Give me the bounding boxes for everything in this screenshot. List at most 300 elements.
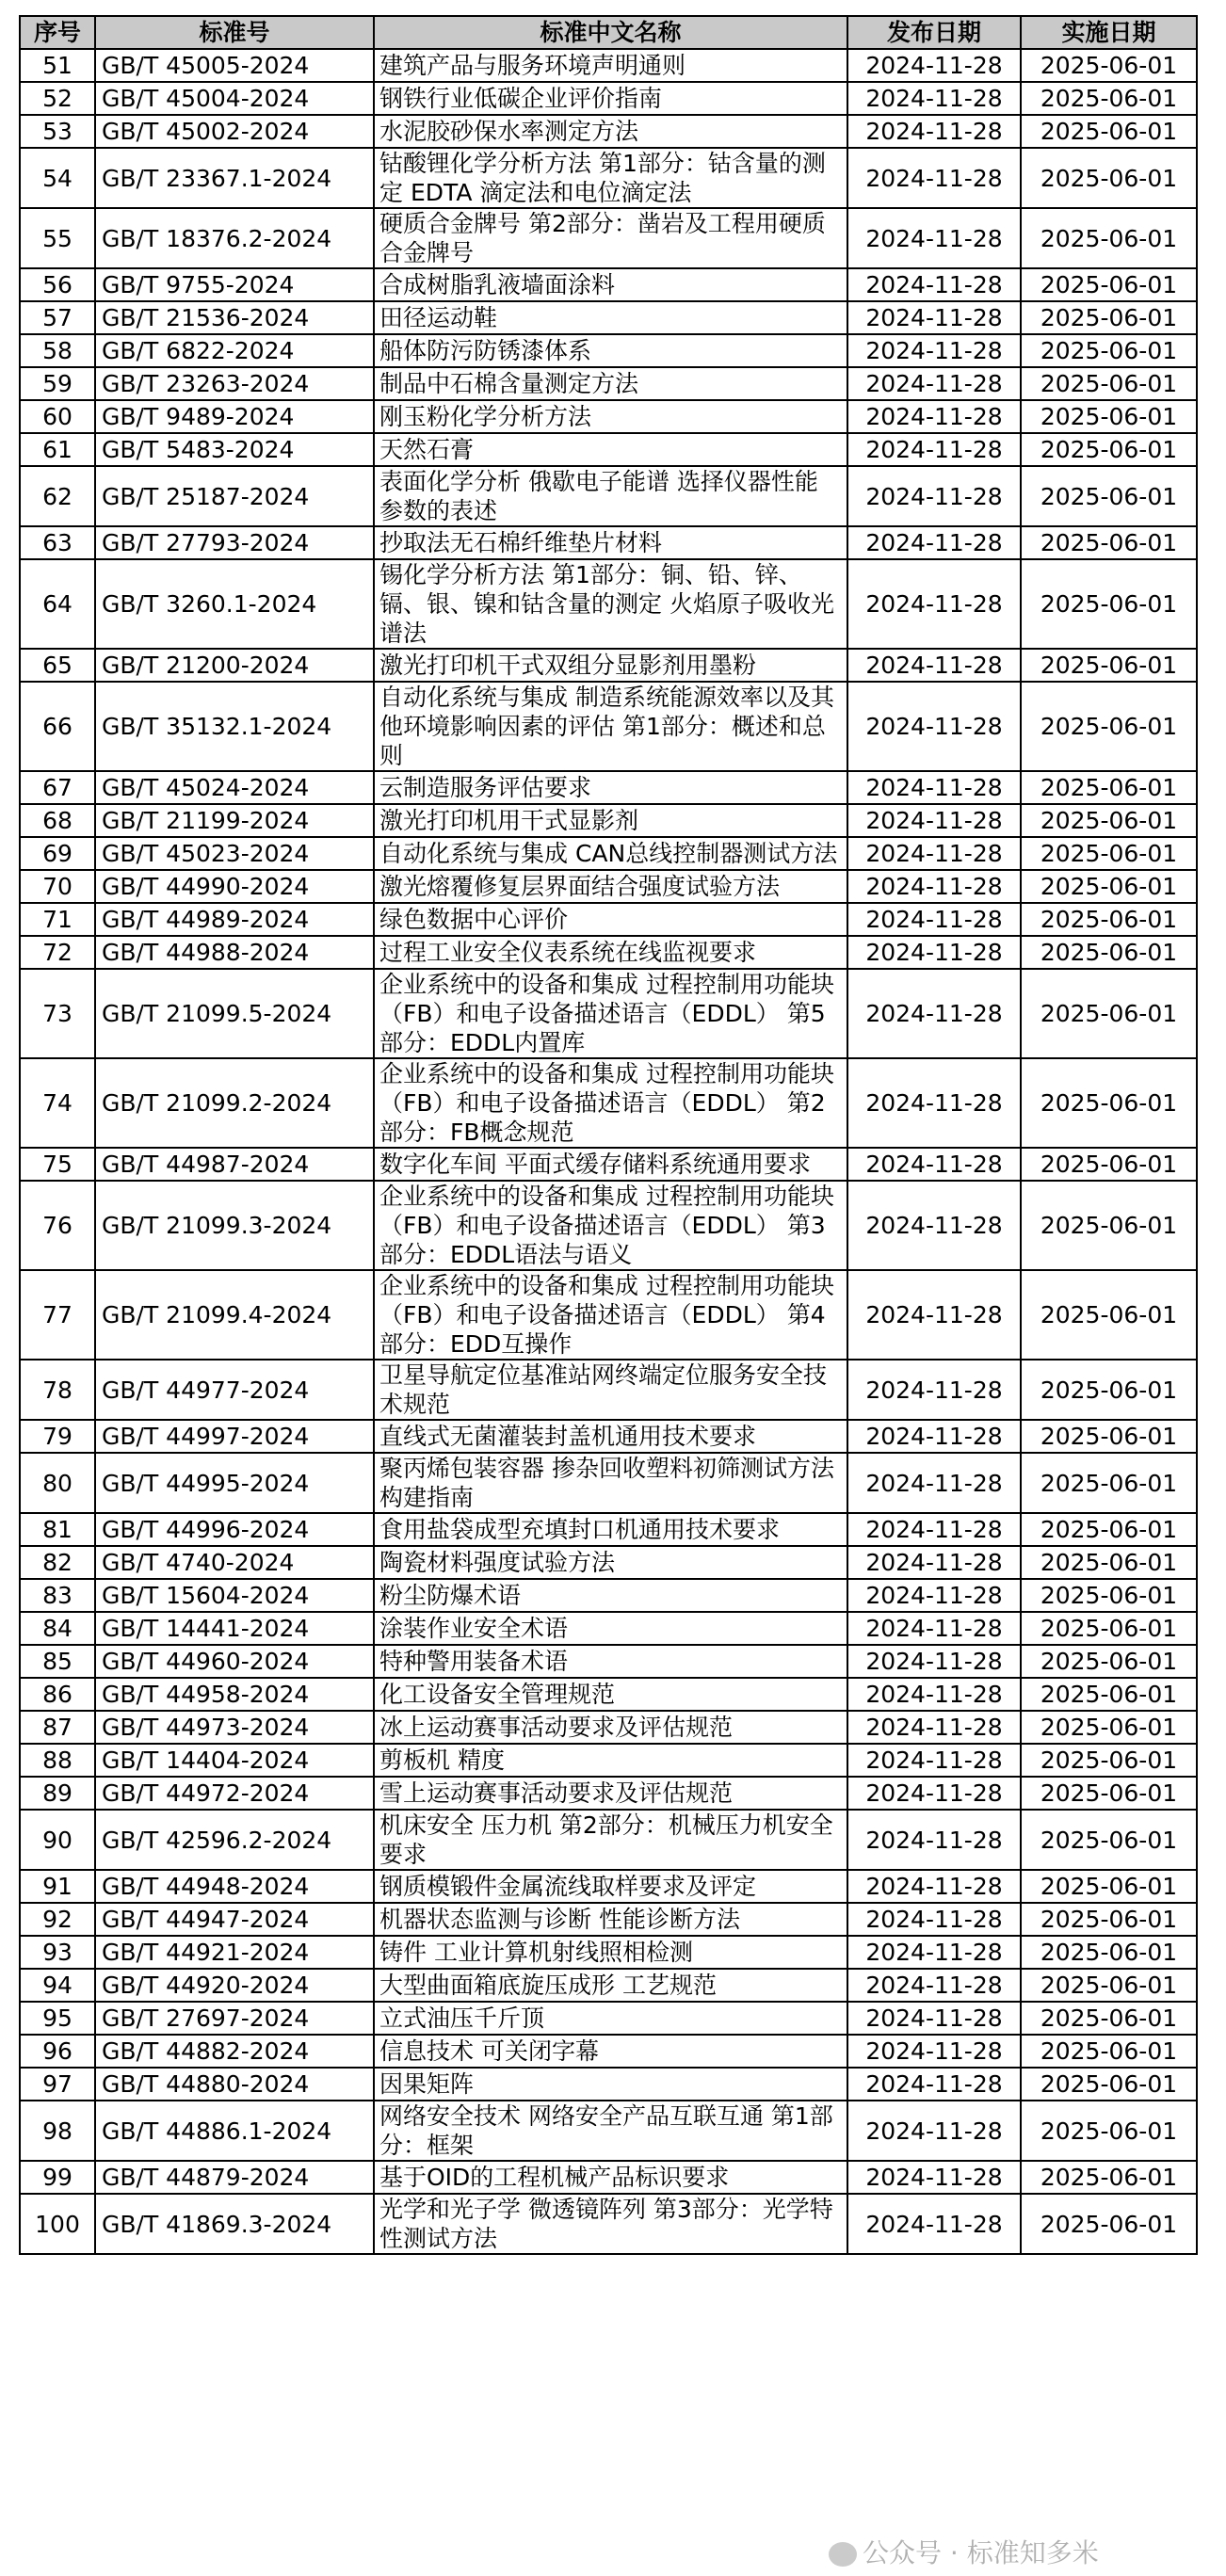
table-row bbox=[20, 1870, 1197, 1903]
publish-date-cell: 2024-11-28 bbox=[847, 2068, 1021, 2101]
serial-number-cell: 96 bbox=[20, 2035, 95, 2068]
publish-date-cell: 2024-11-28 bbox=[847, 1936, 1021, 1969]
serial-number-cell: 100 bbox=[20, 2194, 95, 2254]
standard-code-cell: GB/T 44920-2024 bbox=[95, 1969, 374, 2002]
standard-name-cell: 锡化学分析方法 第1部分：铜、铅、锌、镉、银、镍和钴含量的测定 火焰原子吸收光谱法 bbox=[374, 559, 847, 649]
table-body bbox=[20, 49, 1197, 2254]
serial-number-cell: 63 bbox=[20, 526, 95, 559]
standard-name-cell: 剪板机 精度 bbox=[374, 1744, 847, 1777]
serial-number-cell: 54 bbox=[20, 148, 95, 208]
standard-code-cell: GB/T 44921-2024 bbox=[95, 1936, 374, 1969]
table-row bbox=[20, 2068, 1197, 2101]
serial-number-cell: 51 bbox=[20, 49, 95, 82]
implement-date-cell: 2025-06-01 bbox=[1021, 466, 1197, 526]
standard-name-cell: 化工设备安全管理规范 bbox=[374, 1678, 847, 1711]
standard-code-cell: GB/T 45024-2024 bbox=[95, 771, 374, 804]
table-row bbox=[20, 771, 1197, 804]
publish-date-cell: 2024-11-28 bbox=[847, 1148, 1021, 1181]
header-standard-code: 标准号 bbox=[95, 16, 374, 49]
standard-code-cell: GB/T 5483-2024 bbox=[95, 433, 374, 466]
implement-date-cell: 2025-06-01 bbox=[1021, 148, 1197, 208]
table-row bbox=[20, 1360, 1197, 1420]
table-row bbox=[20, 1453, 1197, 1513]
publish-date-cell: 2024-11-28 bbox=[847, 837, 1021, 870]
standard-code-cell: GB/T 44948-2024 bbox=[95, 1870, 374, 1903]
publish-date-cell: 2024-11-28 bbox=[847, 870, 1021, 903]
serial-number-cell: 77 bbox=[20, 1270, 95, 1360]
implement-date-cell: 2025-06-01 bbox=[1021, 367, 1197, 400]
publish-date-cell: 2024-11-28 bbox=[847, 1546, 1021, 1579]
publish-date-cell: 2024-11-28 bbox=[847, 433, 1021, 466]
standard-name-cell: 抄取法无石棉纤维垫片材料 bbox=[374, 526, 847, 559]
standard-code-cell: GB/T 45002-2024 bbox=[95, 115, 374, 148]
standard-name-cell: 基于OID的工程机械产品标识要求 bbox=[374, 2161, 847, 2194]
publish-date-cell: 2024-11-28 bbox=[847, 526, 1021, 559]
publish-date-cell: 2024-11-28 bbox=[847, 1903, 1021, 1936]
standard-name-cell: 自动化系统与集成 CAN总线控制器测试方法 bbox=[374, 837, 847, 870]
standard-code-cell: GB/T 15604-2024 bbox=[95, 1579, 374, 1612]
table-row bbox=[20, 433, 1197, 466]
implement-date-cell: 2025-06-01 bbox=[1021, 903, 1197, 936]
table-row bbox=[20, 1270, 1197, 1360]
publish-date-cell: 2024-11-28 bbox=[847, 1513, 1021, 1546]
table-row bbox=[20, 936, 1197, 969]
standard-name-cell: 信息技术 可关闭字幕 bbox=[374, 2035, 847, 2068]
publish-date-cell: 2024-11-28 bbox=[847, 148, 1021, 208]
standard-name-cell: 硬质合金牌号 第2部分：凿岩及工程用硬质合金牌号 bbox=[374, 208, 847, 268]
serial-number-cell: 94 bbox=[20, 1969, 95, 2002]
standard-code-cell: GB/T 44995-2024 bbox=[95, 1453, 374, 1513]
publish-date-cell: 2024-11-28 bbox=[847, 1744, 1021, 1777]
standard-code-cell: GB/T 35132.1-2024 bbox=[95, 682, 374, 771]
publish-date-cell: 2024-11-28 bbox=[847, 649, 1021, 682]
table-row bbox=[20, 559, 1197, 649]
standard-name-cell: 机床安全 压力机 第2部分：机械压力机安全要求 bbox=[374, 1810, 847, 1870]
table-row bbox=[20, 1181, 1197, 1270]
implement-date-cell: 2025-06-01 bbox=[1021, 1810, 1197, 1870]
serial-number-cell: 55 bbox=[20, 208, 95, 268]
standard-code-cell: GB/T 45004-2024 bbox=[95, 82, 374, 115]
serial-number-cell: 72 bbox=[20, 936, 95, 969]
standards-table-container bbox=[19, 15, 1196, 2255]
publish-date-cell: 2024-11-28 bbox=[847, 301, 1021, 334]
standard-name-cell: 云制造服务评估要求 bbox=[374, 771, 847, 804]
implement-date-cell: 2025-06-01 bbox=[1021, 1148, 1197, 1181]
standard-name-cell: 企业系统中的设备和集成 过程控制用功能块（FB）和电子设备描述语言（EDDL） 第3部分：EDDL语法与语义 bbox=[374, 1181, 847, 1270]
table-row bbox=[20, 1058, 1197, 1148]
standard-name-cell: 卫星导航定位基准站网终端定位服务安全技术规范 bbox=[374, 1360, 847, 1420]
implement-date-cell: 2025-06-01 bbox=[1021, 49, 1197, 82]
serial-number-cell: 59 bbox=[20, 367, 95, 400]
table-row bbox=[20, 2101, 1197, 2161]
header-publish-date: 发布日期 bbox=[847, 16, 1021, 49]
publish-date-cell: 2024-11-28 bbox=[847, 2002, 1021, 2035]
table-row bbox=[20, 400, 1197, 433]
implement-date-cell: 2025-06-01 bbox=[1021, 1058, 1197, 1148]
table-row bbox=[20, 301, 1197, 334]
implement-date-cell: 2025-06-01 bbox=[1021, 400, 1197, 433]
serial-number-cell: 78 bbox=[20, 1360, 95, 1420]
standard-code-cell: GB/T 44882-2024 bbox=[95, 2035, 374, 2068]
publish-date-cell: 2024-11-28 bbox=[847, 2161, 1021, 2194]
serial-number-cell: 93 bbox=[20, 1936, 95, 1969]
implement-date-cell: 2025-06-01 bbox=[1021, 82, 1197, 115]
standard-code-cell: GB/T 44988-2024 bbox=[95, 936, 374, 969]
implement-date-cell: 2025-06-01 bbox=[1021, 2194, 1197, 2254]
standard-name-cell: 激光熔覆修复层界面结合强度试验方法 bbox=[374, 870, 847, 903]
table-row bbox=[20, 1936, 1197, 1969]
standard-name-cell: 直线式无菌灌装封盖机通用技术要求 bbox=[374, 1420, 847, 1453]
table-row bbox=[20, 2161, 1197, 2194]
standard-name-cell: 激光打印机干式双组分显影剂用墨粉 bbox=[374, 649, 847, 682]
table-row bbox=[20, 1744, 1197, 1777]
standard-code-cell: GB/T 6822-2024 bbox=[95, 334, 374, 367]
implement-date-cell: 2025-06-01 bbox=[1021, 433, 1197, 466]
serial-number-cell: 62 bbox=[20, 466, 95, 526]
serial-number-cell: 85 bbox=[20, 1645, 95, 1678]
standard-name-cell: 粉尘防爆术语 bbox=[374, 1579, 847, 1612]
standard-name-cell: 表面化学分析 俄歇电子能谱 选择仪器性能参数的表述 bbox=[374, 466, 847, 526]
publish-date-cell: 2024-11-28 bbox=[847, 367, 1021, 400]
implement-date-cell: 2025-06-01 bbox=[1021, 1777, 1197, 1810]
standard-code-cell: GB/T 21099.2-2024 bbox=[95, 1058, 374, 1148]
serial-number-cell: 98 bbox=[20, 2101, 95, 2161]
serial-number-cell: 52 bbox=[20, 82, 95, 115]
standard-code-cell: GB/T 14404-2024 bbox=[95, 1744, 374, 1777]
standard-name-cell: 网络安全技术 网络安全产品互联互通 第1部分：框架 bbox=[374, 2101, 847, 2161]
implement-date-cell: 2025-06-01 bbox=[1021, 2101, 1197, 2161]
standard-code-cell: GB/T 21199-2024 bbox=[95, 804, 374, 837]
publish-date-cell: 2024-11-28 bbox=[847, 1612, 1021, 1645]
serial-number-cell: 81 bbox=[20, 1513, 95, 1546]
table-row bbox=[20, 1645, 1197, 1678]
standard-code-cell: GB/T 44947-2024 bbox=[95, 1903, 374, 1936]
serial-number-cell: 76 bbox=[20, 1181, 95, 1270]
watermark-text: 公众号 · 标准知多米 bbox=[863, 2537, 1099, 2568]
publish-date-cell: 2024-11-28 bbox=[847, 771, 1021, 804]
table-row bbox=[20, 466, 1197, 526]
standard-code-cell: GB/T 45023-2024 bbox=[95, 837, 374, 870]
standard-name-cell: 光学和光子学 微透镜阵列 第3部分：光学特性测试方法 bbox=[374, 2194, 847, 2254]
standard-name-cell: 激光打印机用干式显影剂 bbox=[374, 804, 847, 837]
standard-code-cell: GB/T 45005-2024 bbox=[95, 49, 374, 82]
standard-name-cell: 数字化车间 平面式缓存储料系统通用要求 bbox=[374, 1148, 847, 1181]
implement-date-cell: 2025-06-01 bbox=[1021, 2002, 1197, 2035]
publish-date-cell: 2024-11-28 bbox=[847, 1420, 1021, 1453]
publish-date-cell: 2024-11-28 bbox=[847, 2194, 1021, 2254]
table-row bbox=[20, 870, 1197, 903]
implement-date-cell: 2025-06-01 bbox=[1021, 649, 1197, 682]
serial-number-cell: 88 bbox=[20, 1744, 95, 1777]
table-row bbox=[20, 2002, 1197, 2035]
table-row bbox=[20, 148, 1197, 208]
publish-date-cell: 2024-11-28 bbox=[847, 2101, 1021, 2161]
standard-name-cell: 立式油压千斤顶 bbox=[374, 2002, 847, 2035]
serial-number-cell: 80 bbox=[20, 1453, 95, 1513]
publish-date-cell: 2024-11-28 bbox=[847, 334, 1021, 367]
implement-date-cell: 2025-06-01 bbox=[1021, 2035, 1197, 2068]
standard-name-cell: 钴酸锂化学分析方法 第1部分：钴含量的测定 EDTA 滴定法和电位滴定法 bbox=[374, 148, 847, 208]
standard-code-cell: GB/T 42596.2-2024 bbox=[95, 1810, 374, 1870]
serial-number-cell: 95 bbox=[20, 2002, 95, 2035]
standard-code-cell: GB/T 21200-2024 bbox=[95, 649, 374, 682]
implement-date-cell: 2025-06-01 bbox=[1021, 1546, 1197, 1579]
publish-date-cell: 2024-11-28 bbox=[847, 2035, 1021, 2068]
implement-date-cell: 2025-06-01 bbox=[1021, 559, 1197, 649]
standard-name-cell: 建筑产品与服务环境声明通则 bbox=[374, 49, 847, 82]
wechat-icon bbox=[829, 2542, 857, 2567]
standards-table bbox=[19, 15, 1198, 2255]
implement-date-cell: 2025-06-01 bbox=[1021, 334, 1197, 367]
standard-name-cell: 聚丙烯包装容器 掺杂回收塑料初筛测试方法构建指南 bbox=[374, 1453, 847, 1513]
standard-code-cell: GB/T 9489-2024 bbox=[95, 400, 374, 433]
standard-code-cell: GB/T 4740-2024 bbox=[95, 1546, 374, 1579]
standard-code-cell: GB/T 25187-2024 bbox=[95, 466, 374, 526]
serial-number-cell: 71 bbox=[20, 903, 95, 936]
implement-date-cell: 2025-06-01 bbox=[1021, 837, 1197, 870]
implement-date-cell: 2025-06-01 bbox=[1021, 115, 1197, 148]
serial-number-cell: 66 bbox=[20, 682, 95, 771]
implement-date-cell: 2025-06-01 bbox=[1021, 1579, 1197, 1612]
publish-date-cell: 2024-11-28 bbox=[847, 804, 1021, 837]
standard-code-cell: GB/T 27697-2024 bbox=[95, 2002, 374, 2035]
implement-date-cell: 2025-06-01 bbox=[1021, 1969, 1197, 2002]
table-row bbox=[20, 649, 1197, 682]
standard-name-cell: 食用盐袋成型充填封口机通用技术要求 bbox=[374, 1513, 847, 1546]
table-row bbox=[20, 1810, 1197, 1870]
implement-date-cell: 2025-06-01 bbox=[1021, 1903, 1197, 1936]
implement-date-cell: 2025-06-01 bbox=[1021, 1360, 1197, 1420]
publish-date-cell: 2024-11-28 bbox=[847, 268, 1021, 301]
standard-name-cell: 过程工业安全仪表系统在线监视要求 bbox=[374, 936, 847, 969]
standard-code-cell: GB/T 9755-2024 bbox=[95, 268, 374, 301]
implement-date-cell: 2025-06-01 bbox=[1021, 804, 1197, 837]
publish-date-cell: 2024-11-28 bbox=[847, 1711, 1021, 1744]
serial-number-cell: 87 bbox=[20, 1711, 95, 1744]
table-row bbox=[20, 367, 1197, 400]
publish-date-cell: 2024-11-28 bbox=[847, 1058, 1021, 1148]
table-row bbox=[20, 49, 1197, 82]
standard-code-cell: GB/T 14441-2024 bbox=[95, 1612, 374, 1645]
table-row bbox=[20, 2035, 1197, 2068]
implement-date-cell: 2025-06-01 bbox=[1021, 1612, 1197, 1645]
table-row bbox=[20, 1148, 1197, 1181]
serial-number-cell: 61 bbox=[20, 433, 95, 466]
standard-name-cell: 特种警用装备术语 bbox=[374, 1645, 847, 1678]
standard-code-cell: GB/T 44880-2024 bbox=[95, 2068, 374, 2101]
publish-date-cell: 2024-11-28 bbox=[847, 903, 1021, 936]
serial-number-cell: 79 bbox=[20, 1420, 95, 1453]
standard-code-cell: GB/T 21099.5-2024 bbox=[95, 969, 374, 1058]
standard-code-cell: GB/T 41869.3-2024 bbox=[95, 2194, 374, 2254]
implement-date-cell: 2025-06-01 bbox=[1021, 2161, 1197, 2194]
serial-number-cell: 64 bbox=[20, 559, 95, 649]
publish-date-cell: 2024-11-28 bbox=[847, 1270, 1021, 1360]
table-row bbox=[20, 1777, 1197, 1810]
table-row bbox=[20, 526, 1197, 559]
implement-date-cell: 2025-06-01 bbox=[1021, 1270, 1197, 1360]
serial-number-cell: 73 bbox=[20, 969, 95, 1058]
publish-date-cell: 2024-11-28 bbox=[847, 115, 1021, 148]
publish-date-cell: 2024-11-28 bbox=[847, 1678, 1021, 1711]
implement-date-cell: 2025-06-01 bbox=[1021, 526, 1197, 559]
serial-number-cell: 56 bbox=[20, 268, 95, 301]
serial-number-cell: 69 bbox=[20, 837, 95, 870]
standard-name-cell: 大型曲面箱底旋压成形 工艺规范 bbox=[374, 1969, 847, 2002]
standard-name-cell: 钢质模锻件金属流线取样要求及评定 bbox=[374, 1870, 847, 1903]
publish-date-cell: 2024-11-28 bbox=[847, 682, 1021, 771]
standard-name-cell: 水泥胶砂保水率测定方法 bbox=[374, 115, 847, 148]
table-row bbox=[20, 1678, 1197, 1711]
standard-name-cell: 自动化系统与集成 制造系统能源效率以及其他环境影响因素的评估 第1部分：概述和总则 bbox=[374, 682, 847, 771]
standard-name-cell: 企业系统中的设备和集成 过程控制用功能块（FB）和电子设备描述语言（EDDL） 第4部分：EDD互操作 bbox=[374, 1270, 847, 1360]
implement-date-cell: 2025-06-01 bbox=[1021, 1678, 1197, 1711]
implement-date-cell: 2025-06-01 bbox=[1021, 936, 1197, 969]
table-row bbox=[20, 804, 1197, 837]
standard-name-cell: 冰上运动赛事活动要求及评估规范 bbox=[374, 1711, 847, 1744]
serial-number-cell: 57 bbox=[20, 301, 95, 334]
publish-date-cell: 2024-11-28 bbox=[847, 1969, 1021, 2002]
standard-name-cell: 涂装作业安全术语 bbox=[374, 1612, 847, 1645]
serial-number-cell: 86 bbox=[20, 1678, 95, 1711]
table-row bbox=[20, 837, 1197, 870]
implement-date-cell: 2025-06-01 bbox=[1021, 1181, 1197, 1270]
table-row bbox=[20, 969, 1197, 1058]
implement-date-cell: 2025-06-01 bbox=[1021, 1711, 1197, 1744]
publish-date-cell: 2024-11-28 bbox=[847, 466, 1021, 526]
serial-number-cell: 67 bbox=[20, 771, 95, 804]
table-row bbox=[20, 82, 1197, 115]
standard-name-cell: 合成树脂乳液墙面涂料 bbox=[374, 268, 847, 301]
standard-name-cell: 因果矩阵 bbox=[374, 2068, 847, 2101]
table-row bbox=[20, 1546, 1197, 1579]
watermark bbox=[829, 2533, 1099, 2570]
header-implement-date: 实施日期 bbox=[1021, 16, 1197, 49]
publish-date-cell: 2024-11-28 bbox=[847, 82, 1021, 115]
publish-date-cell: 2024-11-28 bbox=[847, 1870, 1021, 1903]
standard-name-cell: 天然石膏 bbox=[374, 433, 847, 466]
implement-date-cell: 2025-06-01 bbox=[1021, 771, 1197, 804]
header-serial-number: 序号 bbox=[20, 16, 95, 49]
serial-number-cell: 60 bbox=[20, 400, 95, 433]
standard-code-cell: GB/T 44960-2024 bbox=[95, 1645, 374, 1678]
implement-date-cell: 2025-06-01 bbox=[1021, 1870, 1197, 1903]
standard-code-cell: GB/T 27793-2024 bbox=[95, 526, 374, 559]
table-row bbox=[20, 1969, 1197, 2002]
publish-date-cell: 2024-11-28 bbox=[847, 1810, 1021, 1870]
standard-code-cell: GB/T 23263-2024 bbox=[95, 367, 374, 400]
serial-number-cell: 75 bbox=[20, 1148, 95, 1181]
publish-date-cell: 2024-11-28 bbox=[847, 1645, 1021, 1678]
serial-number-cell: 82 bbox=[20, 1546, 95, 1579]
serial-number-cell: 68 bbox=[20, 804, 95, 837]
standard-name-cell: 制品中石棉含量测定方法 bbox=[374, 367, 847, 400]
serial-number-cell: 99 bbox=[20, 2161, 95, 2194]
standard-code-cell: GB/T 44997-2024 bbox=[95, 1420, 374, 1453]
publish-date-cell: 2024-11-28 bbox=[847, 1181, 1021, 1270]
serial-number-cell: 97 bbox=[20, 2068, 95, 2101]
serial-number-cell: 83 bbox=[20, 1579, 95, 1612]
standard-name-cell: 绿色数据中心评价 bbox=[374, 903, 847, 936]
publish-date-cell: 2024-11-28 bbox=[847, 1360, 1021, 1420]
standard-code-cell: GB/T 44996-2024 bbox=[95, 1513, 374, 1546]
publish-date-cell: 2024-11-28 bbox=[847, 400, 1021, 433]
serial-number-cell: 89 bbox=[20, 1777, 95, 1810]
standard-code-cell: GB/T 44972-2024 bbox=[95, 1777, 374, 1810]
standard-code-cell: GB/T 44958-2024 bbox=[95, 1678, 374, 1711]
standard-name-cell: 田径运动鞋 bbox=[374, 301, 847, 334]
implement-date-cell: 2025-06-01 bbox=[1021, 1744, 1197, 1777]
standard-code-cell: GB/T 44879-2024 bbox=[95, 2161, 374, 2194]
serial-number-cell: 53 bbox=[20, 115, 95, 148]
table-row bbox=[20, 208, 1197, 268]
serial-number-cell: 74 bbox=[20, 1058, 95, 1148]
publish-date-cell: 2024-11-28 bbox=[847, 208, 1021, 268]
table-row bbox=[20, 682, 1197, 771]
publish-date-cell: 2024-11-28 bbox=[847, 49, 1021, 82]
standard-code-cell: GB/T 44990-2024 bbox=[95, 870, 374, 903]
serial-number-cell: 92 bbox=[20, 1903, 95, 1936]
implement-date-cell: 2025-06-01 bbox=[1021, 1936, 1197, 1969]
serial-number-cell: 70 bbox=[20, 870, 95, 903]
standard-name-cell: 陶瓷材料强度试验方法 bbox=[374, 1546, 847, 1579]
table-row bbox=[20, 903, 1197, 936]
implement-date-cell: 2025-06-01 bbox=[1021, 1420, 1197, 1453]
standard-code-cell: GB/T 21099.3-2024 bbox=[95, 1181, 374, 1270]
serial-number-cell: 58 bbox=[20, 334, 95, 367]
standard-code-cell: GB/T 44886.1-2024 bbox=[95, 2101, 374, 2161]
table-row bbox=[20, 334, 1197, 367]
standard-name-cell: 铸件 工业计算机射线照相检测 bbox=[374, 1936, 847, 1969]
table-row bbox=[20, 2194, 1197, 2254]
standard-name-cell: 企业系统中的设备和集成 过程控制用功能块（FB）和电子设备描述语言（EDDL） 第5部分：EDDL内置库 bbox=[374, 969, 847, 1058]
header-standard-name: 标准中文名称 bbox=[374, 16, 847, 49]
table-row bbox=[20, 1903, 1197, 1936]
implement-date-cell: 2025-06-01 bbox=[1021, 301, 1197, 334]
standard-code-cell: GB/T 3260.1-2024 bbox=[95, 559, 374, 649]
implement-date-cell: 2025-06-01 bbox=[1021, 2068, 1197, 2101]
table-row bbox=[20, 1612, 1197, 1645]
standard-name-cell: 机器状态监测与诊断 性能诊断方法 bbox=[374, 1903, 847, 1936]
standard-name-cell: 企业系统中的设备和集成 过程控制用功能块（FB）和电子设备描述语言（EDDL） 第2部分：FB概念规范 bbox=[374, 1058, 847, 1148]
standard-code-cell: GB/T 44989-2024 bbox=[95, 903, 374, 936]
serial-number-cell: 91 bbox=[20, 1870, 95, 1903]
table-row bbox=[20, 1711, 1197, 1744]
publish-date-cell: 2024-11-28 bbox=[847, 559, 1021, 649]
standard-code-cell: GB/T 18376.2-2024 bbox=[95, 208, 374, 268]
standard-name-cell: 雪上运动赛事活动要求及评估规范 bbox=[374, 1777, 847, 1810]
publish-date-cell: 2024-11-28 bbox=[847, 1777, 1021, 1810]
standard-code-cell: GB/T 44987-2024 bbox=[95, 1148, 374, 1181]
serial-number-cell: 65 bbox=[20, 649, 95, 682]
standard-name-cell: 钢铁行业低碳企业评价指南 bbox=[374, 82, 847, 115]
standard-name-cell: 刚玉粉化学分析方法 bbox=[374, 400, 847, 433]
implement-date-cell: 2025-06-01 bbox=[1021, 268, 1197, 301]
implement-date-cell: 2025-06-01 bbox=[1021, 1513, 1197, 1546]
table-row bbox=[20, 1420, 1197, 1453]
implement-date-cell: 2025-06-01 bbox=[1021, 870, 1197, 903]
publish-date-cell: 2024-11-28 bbox=[847, 969, 1021, 1058]
serial-number-cell: 90 bbox=[20, 1810, 95, 1870]
publish-date-cell: 2024-11-28 bbox=[847, 936, 1021, 969]
publish-date-cell: 2024-11-28 bbox=[847, 1453, 1021, 1513]
standard-code-cell: GB/T 23367.1-2024 bbox=[95, 148, 374, 208]
standard-code-cell: GB/T 21536-2024 bbox=[95, 301, 374, 334]
standard-code-cell: GB/T 44977-2024 bbox=[95, 1360, 374, 1420]
table-row bbox=[20, 1513, 1197, 1546]
table-row bbox=[20, 1579, 1197, 1612]
implement-date-cell: 2025-06-01 bbox=[1021, 1453, 1197, 1513]
